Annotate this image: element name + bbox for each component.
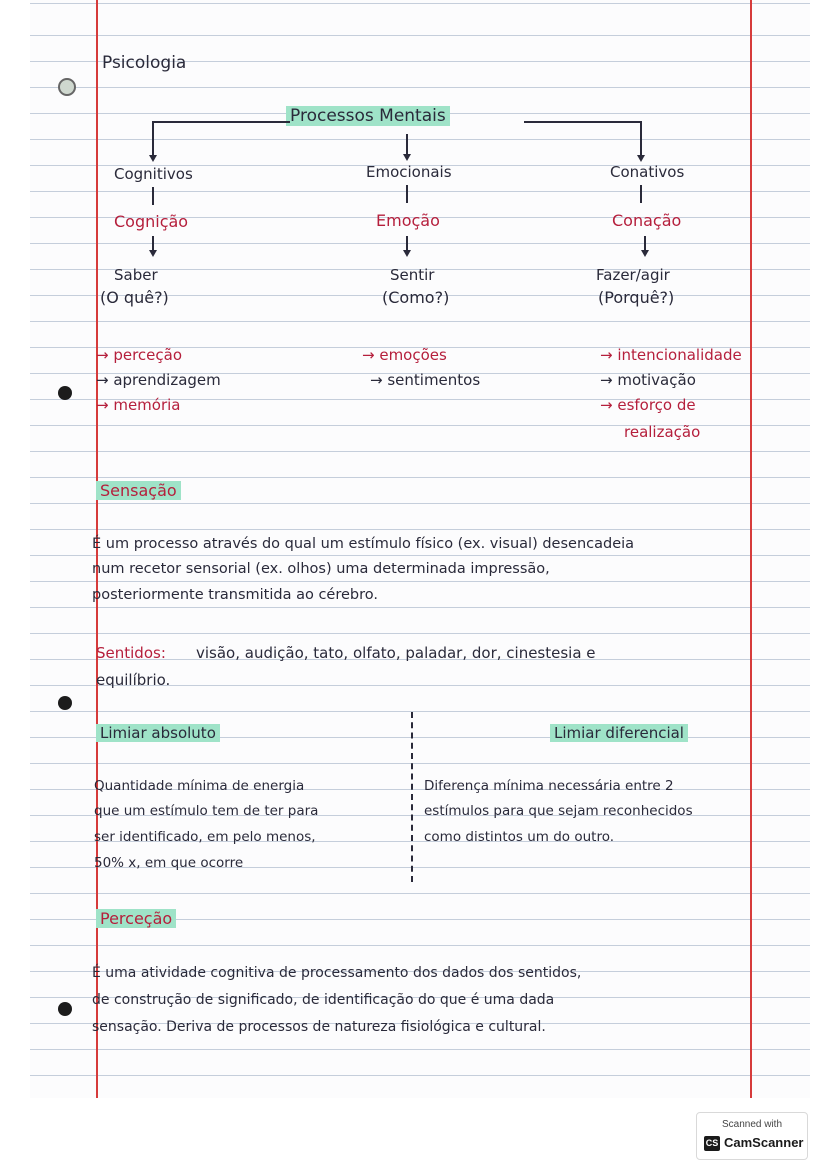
list-item: → emoções [362,346,447,364]
limiar-diferencial-title [550,725,688,742]
right-margin-line [750,0,752,1098]
scanned-with-text: Scanned with [721,1119,783,1130]
connector-left-drop [152,121,154,157]
camscanner-watermark [696,1112,808,1160]
connector-right [524,121,642,123]
arrow-down-icon [641,250,649,257]
camscanner-brand: CamScanner [724,1135,804,1150]
process-emocao: Emoção [376,211,440,230]
category-emocionais: Emocionais [366,163,452,181]
list-item: → sentimentos [370,371,481,389]
connector-right-drop [640,121,642,157]
sentidos-list: visão, audição, tato, olfato, paladar, dor, cinestesia e [196,644,596,662]
subject-title: Psicologia [102,53,187,73]
sensacao-definition-line: posteriormente transmitida ao cérebro. [92,587,378,603]
question-como: (Como?) [382,288,450,307]
arrow-down-icon [403,154,411,161]
list-item: → motivação [600,371,696,389]
percecao-line: de construção de significado, de identificação do que é uma dada [92,992,555,1008]
list-item: → perceção [96,346,183,364]
action-fazer-agir: Fazer/agir [596,266,670,284]
limiar-absoluto-line: que um estímulo tem de ter para [94,803,319,819]
heading-percecao-text: Perceção [96,909,176,928]
limiar-diferencial-line: estímulos para que sejam reconhecidos [424,803,693,819]
process-cognicao: Cognição [114,212,189,231]
column-divider [411,712,413,882]
question-porque: (Porquê?) [598,288,675,307]
sensacao-definition-line: num recetor sensorial (ex. olhos) uma determinada impressão, [92,561,550,577]
limiar-diferencial-line: Diferença mínima necessária entre 2 [424,778,674,794]
category-conativos: Conativos [610,163,685,181]
camscanner-logo-icon: CS [704,1136,720,1151]
diagram-title [286,107,450,126]
limiar-absoluto-line: 50% x, em que ocorre [94,855,244,871]
process-conacao: Conação [612,211,682,230]
binder-hole [58,386,72,400]
list-item: → memória [96,396,181,414]
limiar-absoluto-title [96,725,220,742]
binder-hole [58,78,76,96]
binder-hole [58,1002,72,1016]
arrow-down-icon [403,250,411,257]
diagram-title-text: Processos Mentais [286,106,450,126]
connector-center-drop [406,134,408,156]
action-saber: Saber [114,266,158,284]
connector-left [152,121,290,123]
sentidos-label: Sentidos: [96,644,166,662]
binder-hole [58,696,72,710]
sentidos-list-cont: equilíbrio. [96,671,171,689]
sensacao-definition-line: É um processo através do qual um estímulo físico (ex. visual) desencadeia [92,536,635,552]
limiar-diferencial-title-text: Limiar diferencial [550,724,688,742]
connector [406,185,408,203]
notebook-page [30,0,810,1098]
list-item: → intencionalidade [600,346,742,364]
arrow-down-icon [637,155,645,162]
percecao-line: É uma atividade cognitiva de processamento dos dados dos sentidos, [92,965,582,981]
list-item: → aprendizagem [96,371,221,389]
limiar-absoluto-line: Quantidade mínima de energia [94,778,305,794]
limiar-absoluto-title-text: Limiar absoluto [96,724,220,742]
connector [640,185,642,203]
limiar-absoluto-line: ser identificado, em pelo menos, [94,829,316,845]
heading-sensacao [96,482,181,500]
action-sentir: Sentir [390,266,435,284]
heading-percecao [96,910,176,928]
heading-sensacao-text: Sensação [96,481,181,500]
limiar-diferencial-line: como distintos um do outro. [424,829,615,845]
list-item: → esforço de [600,396,696,414]
connector [152,187,154,205]
arrow-down-icon [149,155,157,162]
category-cognitivos: Cognitivos [114,165,193,183]
arrow-down-icon [149,250,157,257]
percecao-line: sensação. Deriva de processos de natureza fisiológica e cultural. [92,1019,546,1035]
list-item: realização [624,423,701,441]
question-oque: (O quê?) [100,288,169,307]
